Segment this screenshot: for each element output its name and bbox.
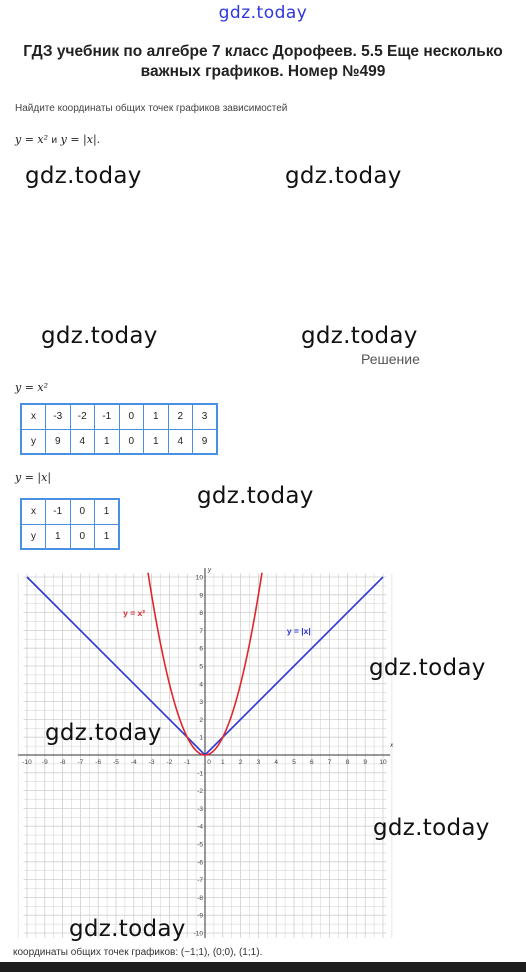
y-tick-label: -2 <box>197 788 203 796</box>
table-row-x <box>21 499 119 524</box>
x-tick-label: 6 <box>309 759 314 766</box>
y-tick-label: -4 <box>197 823 203 831</box>
parabola-label: y = x² <box>123 608 146 619</box>
y-tick-label: -5 <box>197 841 203 849</box>
y-tick-label: -3 <box>197 805 203 813</box>
x-tick-label: 0 <box>207 759 211 766</box>
y-tick-label: 8 <box>199 610 203 618</box>
x-tick-label: -1 <box>184 759 191 766</box>
y-tick-label: -10 <box>193 930 203 938</box>
axis-x-label: x <box>390 743 394 749</box>
formula-abs: y = |x|. <box>57 133 101 146</box>
table-cell: x <box>21 499 46 524</box>
table-cell: 2 <box>168 404 193 429</box>
x-tick-label: 2 <box>238 759 243 766</box>
table-cell: 0 <box>70 524 95 549</box>
watermark: gdz.today <box>25 163 142 189</box>
y-tick-label: 10 <box>195 574 203 582</box>
table-cell: 9 <box>193 429 218 454</box>
y-tick-label: -6 <box>197 859 203 867</box>
y-tick-label: 9 <box>199 592 203 600</box>
x-tick-label: -6 <box>95 759 102 766</box>
table-cell: 3 <box>193 404 218 429</box>
y-tick-label: 4 <box>199 681 203 689</box>
x-tick-label: 9 <box>363 759 368 766</box>
x-tick-label: -4 <box>130 759 137 766</box>
watermark: gdz.today <box>197 483 314 509</box>
y-tick-label: 5 <box>199 663 203 671</box>
table-row-x <box>21 404 217 429</box>
x-tick-label: -10 <box>22 759 32 766</box>
table-cell: -3 <box>46 404 71 429</box>
table-cell: y <box>21 524 46 549</box>
table2-caption: y = |x| <box>15 471 52 484</box>
abs-label: y = |x| <box>286 625 311 636</box>
table-cell: 4 <box>70 429 95 454</box>
watermark: gdz.today <box>41 323 158 349</box>
table-cell: -1 <box>46 499 71 524</box>
y-tick-label: 7 <box>199 627 203 635</box>
table-cell: 1 <box>46 524 71 549</box>
y-tick-label: 1 <box>199 734 203 742</box>
y-tick-label: -8 <box>197 894 203 902</box>
table-cell: -1 <box>95 404 120 429</box>
y-tick-label: 6 <box>199 645 203 653</box>
x-tick-label: 7 <box>327 759 332 766</box>
function-graph <box>12 566 398 938</box>
x-tick-label: 4 <box>274 759 279 766</box>
x-tick-label: -7 <box>77 759 84 766</box>
x-tick-label: -5 <box>113 759 119 766</box>
table-cell: 1 <box>144 429 169 454</box>
x-tick-label: 1 <box>220 759 225 766</box>
watermark: gdz.today <box>301 323 418 349</box>
y-tick-label: -9 <box>197 912 203 920</box>
watermark: gdz.today <box>369 655 486 681</box>
table-parabola-values <box>20 403 218 455</box>
x-tick-label: 3 <box>256 759 261 766</box>
y-tick-label: 3 <box>199 699 203 707</box>
y-tick-label: -1 <box>197 770 203 778</box>
table-cell: y <box>21 429 46 454</box>
y-tick-label: 2 <box>199 716 203 724</box>
table-cell: 0 <box>70 499 95 524</box>
answer-text: координаты общих точек графиков: (−1;1), (0;0), (1;1). <box>13 947 263 958</box>
formula-and: и <box>51 135 58 146</box>
table-cell: 1 <box>95 499 120 524</box>
table-abs-values <box>20 498 120 550</box>
table-cell: 0 <box>119 404 144 429</box>
table1-caption: y = x² <box>15 381 49 394</box>
table-cell: 1 <box>95 524 120 549</box>
table-cell: x <box>21 404 46 429</box>
table-cell: 1 <box>144 404 169 429</box>
table-row-y <box>21 429 217 454</box>
page-title: ГДЗ учебник по алгебре 7 класс Дорофеев. 5.5 Еще несколько важных графиков. Номер №499 <box>23 43 503 80</box>
site-logo[interactable]: gdz.today <box>218 3 308 23</box>
watermark: gdz.today <box>373 815 490 841</box>
x-tick-label: 5 <box>292 759 296 766</box>
task-formula <box>15 133 100 146</box>
table-cell: 0 <box>119 429 144 454</box>
table-row-y <box>21 524 119 549</box>
x-tick-label: 10 <box>379 759 387 766</box>
axis-y-label: y <box>208 567 211 574</box>
task-text: Найдите координаты общих точек графиков зависимостей <box>15 103 288 114</box>
x-tick-label: -2 <box>166 759 173 766</box>
x-tick-label: -8 <box>59 759 66 766</box>
solution-label: Решение <box>361 351 420 367</box>
watermark: gdz.today <box>69 916 186 942</box>
table-cell: 9 <box>46 429 71 454</box>
bottom-bar <box>0 962 526 972</box>
table-cell: -2 <box>70 404 95 429</box>
formula-parabola: y = x² <box>15 133 52 146</box>
x-tick-label: 8 <box>345 759 350 766</box>
y-tick-label: -7 <box>197 877 203 885</box>
watermark: gdz.today <box>285 163 402 189</box>
table-cell: 4 <box>168 429 193 454</box>
watermark: gdz.today <box>45 720 162 746</box>
table-cell: 1 <box>95 429 120 454</box>
x-tick-label: -9 <box>41 759 48 766</box>
x-tick-label: -3 <box>148 759 155 766</box>
